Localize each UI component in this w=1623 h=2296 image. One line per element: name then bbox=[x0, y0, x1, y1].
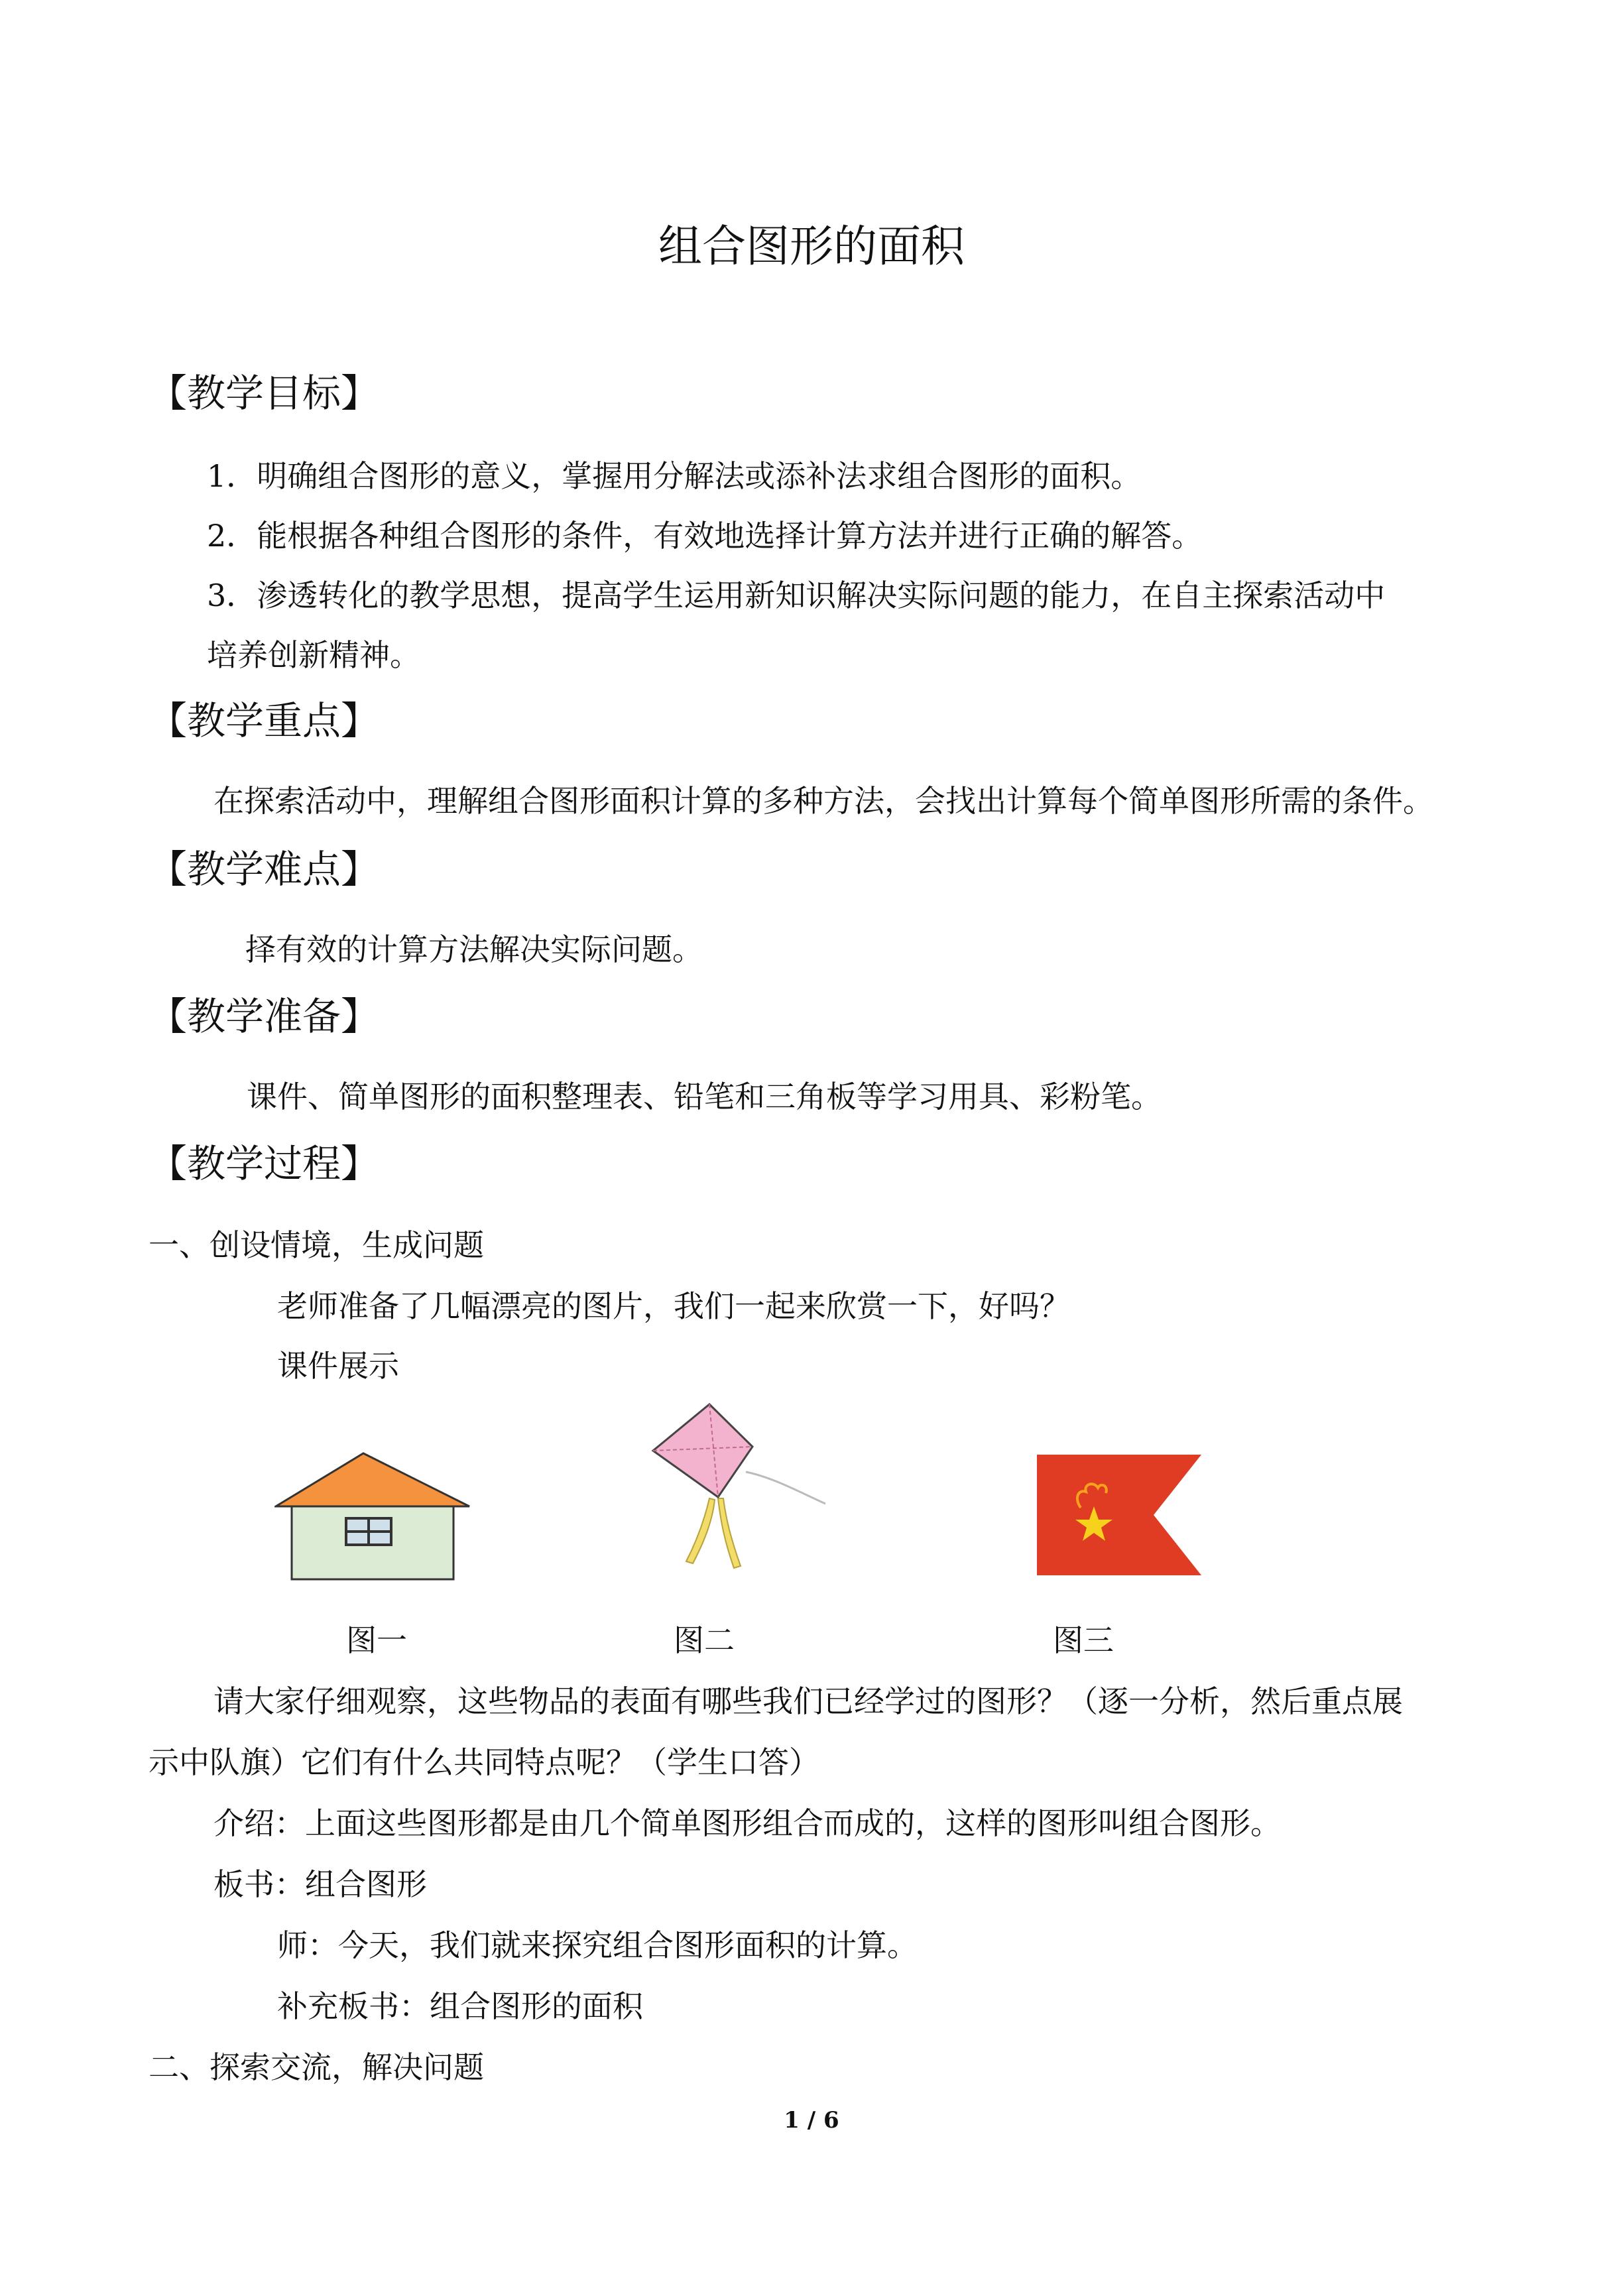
heading-key-points: 【教学重点】 bbox=[149, 698, 380, 743]
observe-line-2: 示中队旗）它们有什么共同特点呢？（学生口答） bbox=[149, 1744, 819, 1780]
heading-difficulties: 【教学难点】 bbox=[149, 847, 380, 892]
key-points-text: 在探索活动中，理解组合图形面积计算的多种方法，会找出计算每个简单图形所需的条件。 bbox=[213, 783, 1433, 819]
observe-line-1: 请大家仔细观察，这些物品的表面有哪些我们已经学过的图形？（逐一分析，然后重点展 bbox=[213, 1683, 1403, 1719]
heading-objectives: 【教学目标】 bbox=[149, 371, 380, 416]
kite-tail-right bbox=[718, 1498, 741, 1568]
teacher-line: 师：今天，我们就来探究组合图形面积的计算。 bbox=[277, 1927, 918, 1963]
flag-body bbox=[1037, 1455, 1201, 1575]
process-line-2: 课件展示 bbox=[277, 1348, 399, 1384]
flag-illustration bbox=[1034, 1452, 1207, 1578]
objective-item-1: 1．明确组合图形的意义，掌握用分解法或添补法求组合图形的面积。 bbox=[207, 458, 1142, 494]
figure-caption-1: 图一 bbox=[346, 1622, 407, 1658]
kite-illustration bbox=[646, 1399, 839, 1578]
board-writing-2: 补充板书：组合图形的面积 bbox=[277, 1988, 643, 2024]
page-number: 1 / 6 bbox=[784, 2107, 839, 2134]
preparation-text: 课件、简单图形的面积整理表、铅笔和三角板等学习用具、彩粉笔。 bbox=[247, 1079, 1162, 1115]
house-illustration bbox=[274, 1445, 471, 1585]
heading-preparation: 【教学准备】 bbox=[149, 994, 380, 1039]
difficulties-text: 择有效的计算方法解决实际问题。 bbox=[245, 932, 703, 967]
kite-string bbox=[746, 1472, 825, 1504]
figure-caption-3: 图三 bbox=[1053, 1622, 1114, 1658]
kite-tail-left bbox=[686, 1498, 715, 1563]
figure-caption-2: 图二 bbox=[674, 1622, 735, 1658]
section-2-title: 二、探索交流，解决问题 bbox=[149, 2049, 484, 2085]
intro-text: 介绍：上面这些图形都是由几个简单图形组合而成的，这样的图形叫组合图形。 bbox=[213, 1805, 1281, 1841]
process-line-1: 老师准备了几幅漂亮的图片，我们一起来欣赏一下，好吗？ bbox=[277, 1288, 1070, 1324]
section-1-title: 一、创设情境，生成问题 bbox=[149, 1227, 484, 1263]
objective-item-3-line1: 3．渗透转化的教学思想，提高学生运用新知识解决实际问题的能力，在自主探索活动中 bbox=[207, 577, 1386, 613]
page-title: 组合图形的面积 bbox=[658, 221, 965, 272]
heading-process: 【教学过程】 bbox=[149, 1141, 380, 1186]
house-roof bbox=[276, 1453, 469, 1506]
objective-item-3-line2: 培养创新精神。 bbox=[207, 637, 420, 673]
board-writing-1: 板书：组合图形 bbox=[213, 1866, 427, 1902]
objective-item-2: 2．能根据各种组合图形的条件，有效地选择计算方法并进行正确的解答。 bbox=[207, 518, 1203, 554]
